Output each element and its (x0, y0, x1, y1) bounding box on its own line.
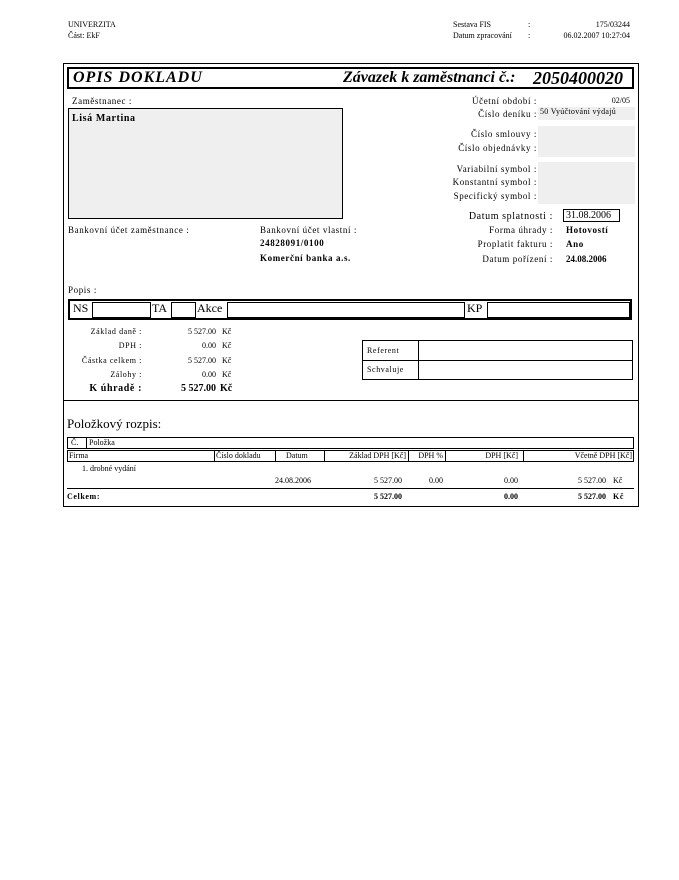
processed-label: Datum zpracování (453, 31, 512, 40)
col-divider-3 (324, 451, 325, 461)
total-separator (67, 488, 634, 489)
items-header-row2 (67, 450, 634, 462)
col-docno: Číslo dokladu (216, 451, 261, 460)
employee-box (68, 108, 343, 219)
ns-field (92, 302, 151, 318)
document-number: 2050400020 (533, 68, 623, 88)
items-total-incl: 5 527.00 (578, 492, 606, 501)
report-value: 175/03244 (595, 20, 630, 29)
acquired-date-label: Datum pořízení : (482, 254, 553, 264)
payment-form-value: Hotovostí (566, 225, 609, 235)
col-firm: Firma (69, 451, 89, 460)
pay-invoice-value: Ano (566, 239, 584, 249)
amount-due-label: K úhradě : (89, 383, 142, 394)
ns-label: NS (73, 301, 89, 315)
employee-label: Zaměstnanec : (72, 96, 133, 106)
vat-value: 0.00 (202, 341, 216, 350)
title-left: OPIS DOKLADU (73, 69, 203, 86)
items-title: Položkový rozpis: (67, 416, 162, 431)
university-label: UNIVERZITA (68, 20, 116, 29)
total-currency: Kč (222, 356, 232, 365)
spec-symbol-label: Specifický symbol : (453, 191, 537, 201)
approval-box (362, 340, 633, 380)
deposit-value: 0.00 (202, 370, 216, 379)
items-total-label: Celkem: (67, 492, 101, 501)
items-total-base: 5 527.00 (374, 492, 402, 501)
deposit-currency: Kč (222, 370, 232, 379)
description-row (68, 299, 632, 320)
part-label: Část: EkF (68, 31, 100, 40)
ta-label: TA (152, 301, 168, 315)
symbols-box (538, 162, 635, 204)
due-date-value: 31.08.2006 (563, 209, 620, 222)
report-label: Sestava FIS (453, 20, 491, 29)
employee-name: Lisá Martina (72, 113, 136, 124)
col-item: Položka (89, 438, 115, 447)
title-bar (67, 67, 634, 89)
item-date: 24.08.2006 (275, 476, 311, 485)
col-date: Datum (286, 451, 308, 460)
col-divider-4 (408, 451, 409, 461)
base-value: 5 527.00 (188, 327, 216, 336)
col-divider-2 (275, 451, 276, 461)
base-label: Základ daně : (90, 327, 142, 336)
referent-label: Referent (367, 346, 400, 355)
kp-field (487, 302, 630, 318)
items-total-vat: 0.00 (504, 492, 518, 501)
processed-value: 06.02.2007 10:27:04 (563, 31, 630, 40)
journal-label: Číslo deníku : (478, 109, 537, 119)
report-colon: : (528, 20, 531, 29)
item-base: 5 527.00 (374, 476, 402, 485)
akce-field (227, 302, 465, 318)
col-vat: DPH [Kč] (485, 451, 518, 460)
col-vatpct: DPH % (418, 451, 443, 460)
total-label: Částka celkem : (81, 356, 142, 365)
kp-label: KP (467, 301, 483, 315)
amount-due-value: 5 527.00 (181, 383, 216, 394)
contract-order-box (538, 126, 635, 157)
processed-colon: : (528, 31, 531, 40)
item-vat: 0.00 (504, 476, 518, 485)
var-symbol-label: Variabilní symbol : (456, 164, 537, 174)
item-name: 1. drobné vydání (82, 464, 136, 473)
payment-form-label: Forma úhrady : (489, 225, 553, 235)
approves-label: Schvaluje (367, 365, 404, 374)
item-currency: Kč (613, 476, 623, 485)
total-value: 5 527.00 (188, 356, 216, 365)
period-label: Účetní období : (472, 96, 537, 106)
vat-label: DPH : (118, 341, 142, 350)
approval-divider-h (363, 360, 632, 361)
journal-value: 50 Vyúčtování výdajů (540, 107, 617, 116)
vat-currency: Kč (222, 341, 232, 350)
description-label: Popis : (68, 285, 97, 295)
contract-label: Číslo smlouvy : (470, 129, 537, 139)
own-account-label: Bankovní účet vlastní : (260, 225, 358, 235)
pay-invoice-label: Proplatit fakturu : (477, 239, 553, 249)
items-total-currency: Kč (613, 492, 624, 501)
col-no-divider (86, 438, 87, 448)
deposit-label: Zálohy : (110, 370, 142, 379)
col-base: Základ DPH [Kč] (349, 451, 406, 460)
amount-due-currency: Kč (220, 383, 233, 394)
title-right: Závazek k zaměstnanci č.: (343, 69, 516, 86)
own-bank-name: Komerční banka a.s. (260, 253, 351, 263)
section-separator (63, 400, 639, 401)
order-label: Číslo objednávky : (458, 143, 537, 153)
ta-field (171, 302, 196, 318)
akce-label: Akce (197, 301, 223, 315)
col-no: Č. (71, 438, 79, 447)
col-incl: Včetně DPH [Kč] (574, 451, 632, 460)
item-vatpct: 0.00 (429, 476, 443, 485)
acquired-date-value: 24.08.2006 (566, 254, 607, 264)
period-value: 02/05 (611, 96, 630, 105)
items-header-row1 (67, 437, 634, 449)
journal-value-box (538, 107, 635, 120)
const-symbol-label: Konstantní symbol : (452, 177, 537, 187)
employee-bank-label: Bankovní účet zaměstnance : (68, 225, 190, 235)
due-date-label: Datum splatnosti : (468, 211, 553, 222)
own-account-number: 24828091/0100 (260, 238, 325, 248)
col-divider-1 (214, 451, 215, 461)
base-currency: Kč (222, 327, 232, 336)
col-divider-5 (445, 451, 446, 461)
col-divider-6 (523, 451, 524, 461)
item-incl: 5 527.00 (578, 476, 606, 485)
